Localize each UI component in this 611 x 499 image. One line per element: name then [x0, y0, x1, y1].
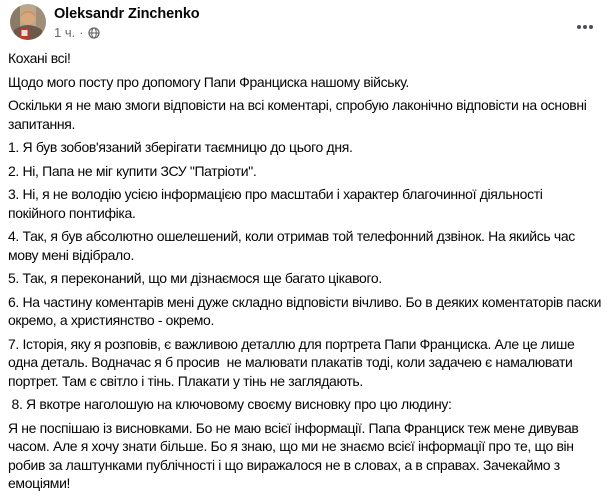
author-name[interactable]: Oleksandr Zinchenko [54, 6, 200, 22]
post-paragraph: 8. Я вкотре наголошую на ключовому своєму висновку про цю людину: [8, 396, 452, 412]
header-meta [54, 4, 200, 41]
globe-icon [88, 27, 100, 39]
post-paragraph: 5. Так, я переконаний, що ми дізнаємося ще багато цікавого. [8, 270, 382, 286]
post-paragraph: 2. Ні, Папа не міг купити ЗСУ "Патріоти". [8, 162, 257, 179]
post-paragraph: 3. Ні, я не володію усією інформацією про масштаби і характер благочинної діяльності покійного понтифіка. [8, 186, 547, 221]
avatar[interactable] [10, 4, 46, 40]
timestamp[interactable]: 1 ч. [54, 25, 76, 40]
ellipsis-icon [575, 17, 595, 37]
post-paragraph: 6. На частину коментарів мені дуже складно відповісти вічливо. Бо в деяких коментаторів паски окремо, а християнство - окремо. [8, 293, 605, 328]
post-header [0, 0, 611, 43]
post-paragraph: Оскільки я не маю змоги відповісти на всі коментарі, спробую лаконічно відповісти на основні запитання. [8, 97, 591, 132]
post-paragraph: 7. Історія, яку я розповів, є важливою деталлю для портрета Папи Франциска. Але це лише одна деталь. Водначас я б просив не малювати плакатів тоді, коли задачею є намалювати портрет. Там є світло і тінь. Плакати у тінь не заглядають. [8, 335, 578, 389]
post-paragraph: 1. Я був зобов'язаний зберігати таємницю до цього дня. [8, 139, 353, 155]
post-paragraph: 4. Так, я був абсолютно ошелешений, коли отримав той телефонний дзвінок. На якийсь час мову мені відібрало. [8, 228, 579, 263]
meta-separator: · [79, 25, 84, 40]
avatar-photo [10, 4, 46, 40]
post-paragraph: Щодо мого посту про допомогу Папи Франциска нашому війську. [8, 73, 409, 90]
post-meta-row [54, 24, 200, 41]
post-paragraph: Я не поспішаю із висновками. Бо не маю всієї інформації. Папа Франциск теж мене дивував часом. Але я хочу знати більше. Бо я знаю, що ми не знаємо всієї інформації про те, що він робив за лаштунками публічності і що виражалося не в словах, а в справах. Зачекаймо з емоціями! [8, 419, 583, 491]
post-paragraph: Кохані всі! [8, 50, 71, 66]
post-body [0, 43, 611, 493]
more-options-button[interactable] [569, 11, 601, 43]
